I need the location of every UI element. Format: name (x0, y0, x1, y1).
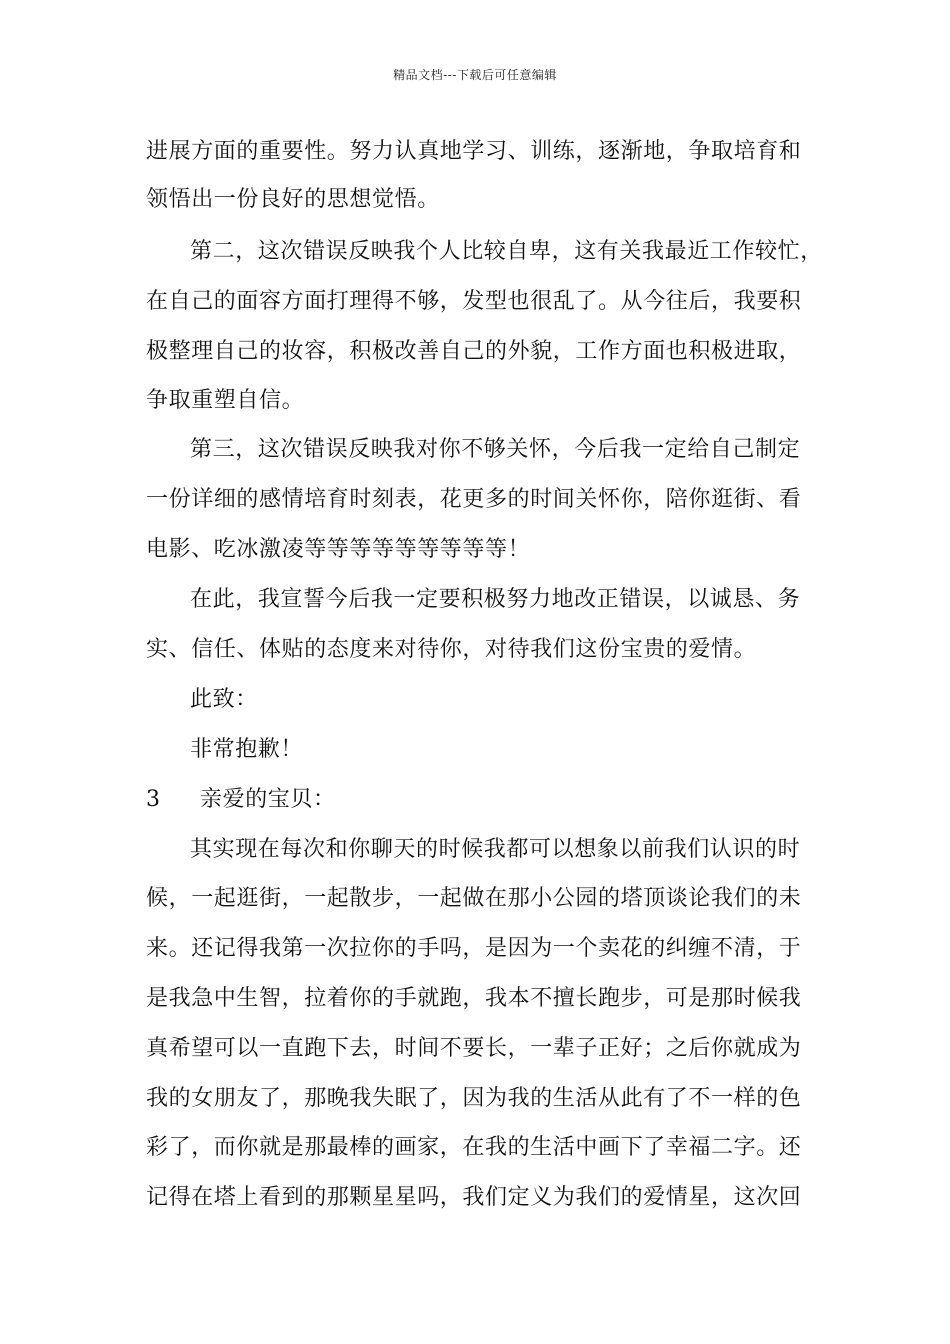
text-line: 候，一起逛街，一起散步，一起做在那小公园的塔顶谈论我们的未 (146, 886, 802, 911)
text-line: 一份详细的感情培育时刻表，花更多的时间关怀你，陪你逛街、看 (146, 487, 802, 512)
text-line: 彩了，而你就是那最棒的画家，在我的生活中画下了幸福二字。还 (146, 1135, 802, 1160)
salutation: 亲爱的宝贝： (200, 787, 336, 812)
text-line: 其实现在每次和你聊天的时候我都可以想象以前我们认识的时 (190, 837, 801, 862)
text-line: 电影、吃冰激凌等等等等等等等等等！ (146, 537, 531, 562)
text-line: 进展方面的重要性。努力认真地学习、训练，逐渐地，争取培育和 (146, 139, 802, 164)
text-line: 我的女朋友了，那晚我失眠了，因为我的生活从此有了不一样的色 (146, 1086, 802, 1111)
text-line: 非常抱歉！ (190, 737, 304, 762)
text-line: 极整理自己的妆容，积极改善自己的外貌，工作方面也积极进取， (146, 339, 802, 364)
text-line: 领悟出一份良好的思想觉悟。 (146, 187, 440, 212)
text-line: 争取重塑自信。 (146, 388, 305, 413)
text-line: 来。还记得我第一次拉你的手吗，是因为一个卖花的纠缠不清，于 (146, 936, 802, 961)
page-header: 精品文档---下载后可任意编辑 (393, 68, 557, 82)
text-line: 实、信任、体贴的态度来对待你，对待我们这份宝贵的爱情。 (146, 637, 757, 662)
text-line: 真希望可以一直跑下去，时间不要长，一辈子正好；之后你就成为 (146, 1036, 802, 1061)
text-line: 是我急中生智，拉着你的手就跑，我本不擅长跑步，可是那时候我 (146, 986, 802, 1011)
text-line: 记得在塔上看到的那颗星星吗，我们定义为我们的爱情星，这次回 (146, 1185, 802, 1210)
text-line: 第二，这次错误反映我个人比较自卑，这有关我最近工作较忙， (190, 239, 823, 264)
text-line: 此致： (190, 687, 258, 712)
text-line: 在此，我宣誓今后我一定要积极努力地改正错误，以诚恳、务 (190, 587, 801, 612)
text-line: 在自己的面容方面打理得不够，发型也很乱了。从今往后，我要积 (146, 289, 802, 314)
text-line: 第三，这次错误反映我对你不够关怀，今后我一定给自己制定 (190, 437, 801, 462)
section-number: 3 (146, 787, 160, 812)
